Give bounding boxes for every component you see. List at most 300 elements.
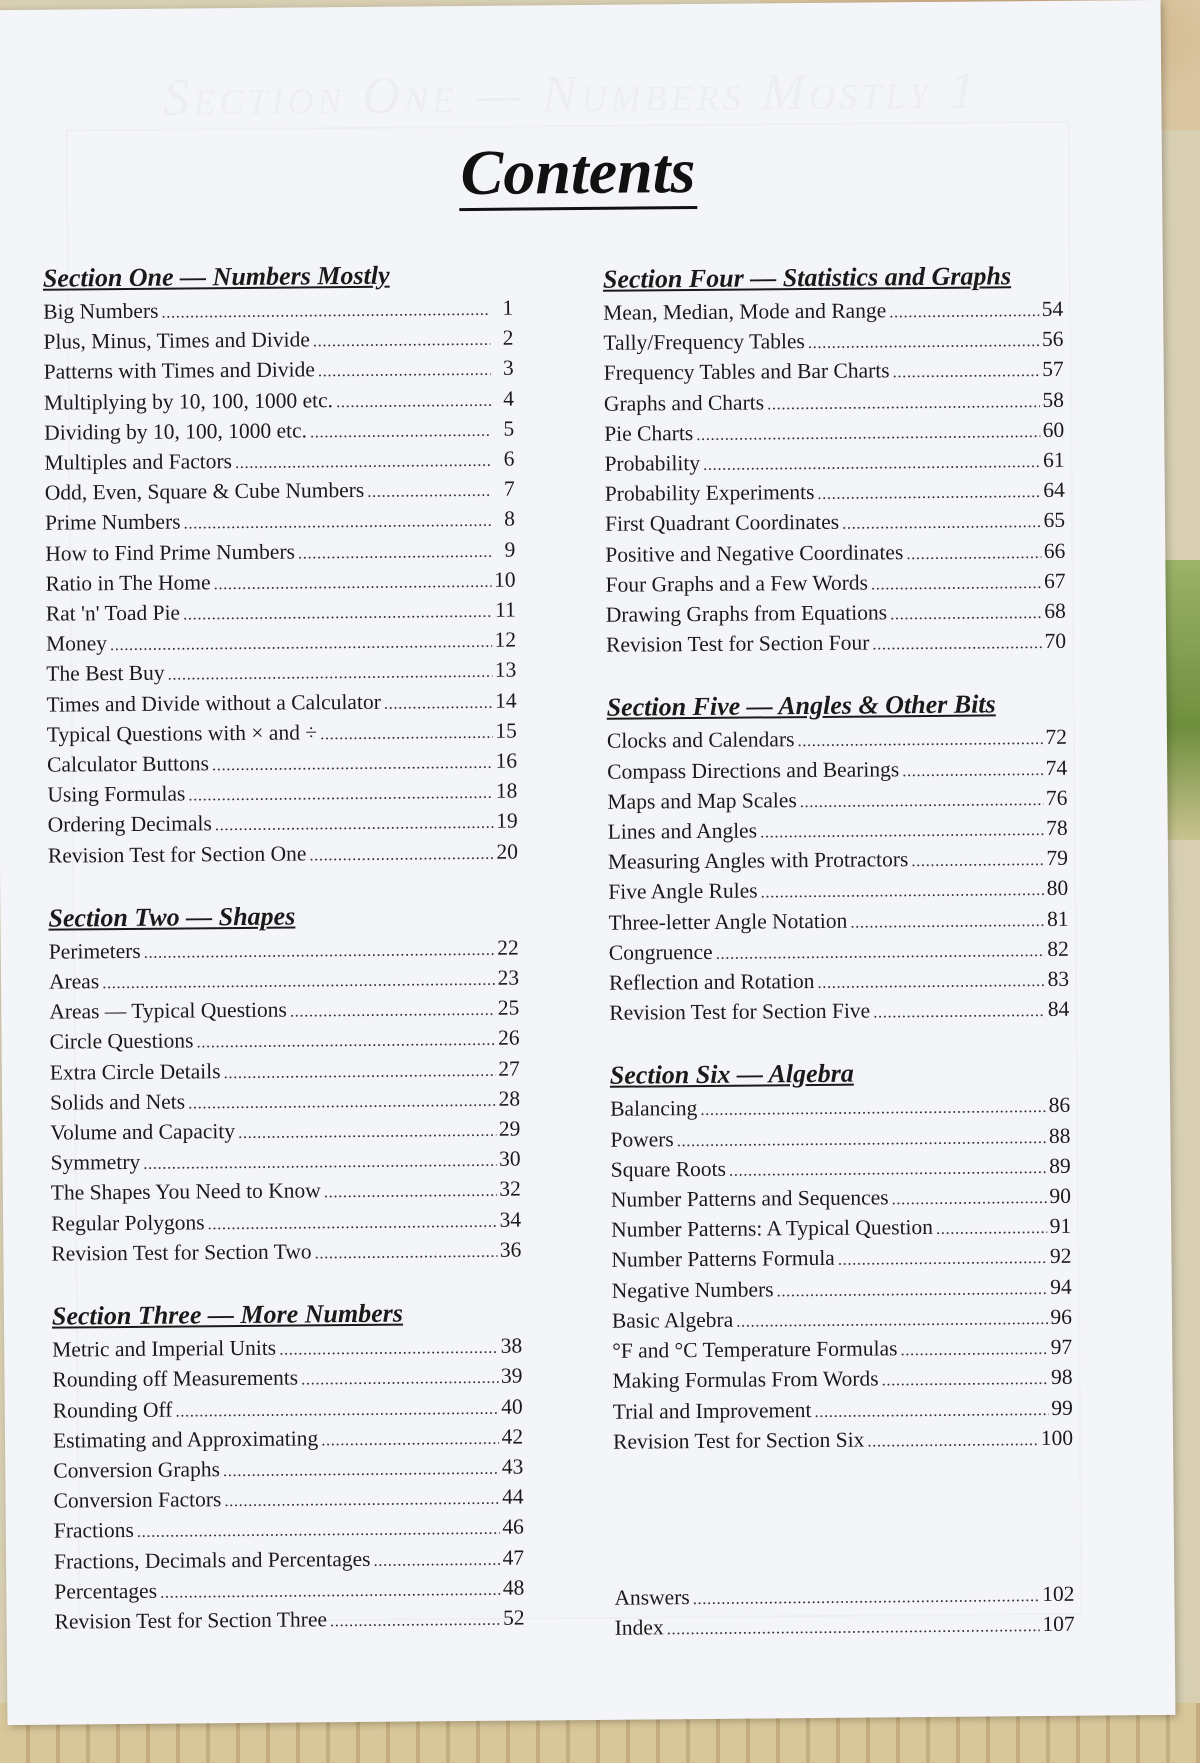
dot-leader [160, 1573, 500, 1606]
toc-entry [51, 1235, 521, 1269]
entry-page-number: 2 [502, 325, 514, 350]
dot-leader [881, 1363, 1048, 1395]
toc-entry [613, 1423, 1073, 1457]
entry-page-number: 81 [1046, 906, 1069, 931]
entry-page-number: 57 [1042, 357, 1064, 382]
dot-leader [223, 1054, 495, 1087]
entry-title: Typical Questions with × and ÷ [46, 720, 318, 747]
entry-page-number: 99 [1051, 1395, 1073, 1420]
entry-title: Number Patterns and Sequences [610, 1185, 889, 1212]
entry-page-number: 88 [1048, 1123, 1071, 1148]
entry-title: Using Formulas [47, 781, 186, 807]
dot-leader [298, 535, 493, 567]
toc-entry [604, 385, 1064, 419]
entry-page-number: 76 [1045, 785, 1068, 810]
entry-page-number: 11 [494, 597, 516, 622]
entry-title: Drawing Graphs from Equations [605, 600, 888, 627]
dot-leader [871, 567, 1041, 599]
entry-list [52, 1332, 525, 1638]
toc-entry [613, 1393, 1073, 1427]
toc-entry [615, 1610, 1075, 1644]
entry-title: Big Numbers [43, 298, 159, 324]
entry-page-number: 90 [1049, 1183, 1072, 1209]
dot-leader [309, 837, 493, 869]
entry-title: Pie Charts [604, 420, 694, 446]
dot-leader [850, 905, 1044, 937]
entry-title: Rounding off Measurements [52, 1365, 299, 1392]
dot-leader [760, 814, 1043, 847]
entry-title: Compass Directions and Bearings [607, 756, 900, 784]
entry-title: °F and °C Temperature Formulas [612, 1336, 898, 1363]
entry-title: Circle Questions [49, 1028, 194, 1055]
entry-page-number: 60 [1042, 417, 1065, 442]
toc-entry [608, 844, 1068, 878]
entry-title: Balancing [610, 1096, 698, 1122]
entry-page-number: 26 [497, 1026, 520, 1051]
dot-leader [196, 1024, 495, 1057]
dot-leader [175, 1392, 498, 1425]
contents-left-column [43, 258, 525, 1668]
entry-title: Revision Test for Section Five [609, 998, 871, 1026]
entry-page-number: 18 [495, 778, 518, 804]
entry-page-number: 48 [502, 1575, 525, 1600]
dot-leader [167, 656, 492, 689]
dot-leader [320, 717, 493, 749]
entry-page-number: 67 [1043, 568, 1066, 593]
entry-page-number: 46 [502, 1514, 524, 1540]
entry-title: Measuring Angles with Protractors [607, 847, 909, 875]
section-heading: Section Five — Angles & Other Bits [606, 689, 996, 723]
entry-list [614, 1580, 1075, 1644]
toc-entry [54, 1543, 524, 1577]
toc-entry [48, 807, 518, 841]
dot-leader [279, 1332, 498, 1364]
dot-leader [367, 475, 492, 506]
entry-page-number: 86 [1048, 1093, 1071, 1118]
dot-leader [891, 1182, 1046, 1214]
dot-leader [814, 1393, 1048, 1425]
entry-page-number: 54 [1041, 296, 1064, 321]
entry-page-number: 36 [499, 1237, 522, 1262]
entry-page-number: 14 [494, 688, 517, 713]
entry-page-number: 29 [498, 1116, 521, 1141]
entry-list [603, 295, 1066, 661]
dot-leader [838, 1242, 1047, 1274]
entry-page-number: 74 [1045, 755, 1068, 780]
entry-title: Graphs and Charts [603, 390, 765, 416]
toc-entry [611, 1182, 1071, 1216]
entry-page-number: 43 [501, 1454, 524, 1479]
entry-title: Revision Test for Section Six [612, 1427, 865, 1454]
dot-leader [183, 505, 492, 538]
dot-leader [776, 1273, 1047, 1306]
entry-title: Lines and Angles [607, 818, 758, 844]
entry-page-number: 22 [497, 935, 519, 960]
dot-leader [212, 747, 493, 780]
toc-entry [49, 933, 519, 967]
entry-title: Prime Numbers [44, 509, 181, 536]
entry-page-number: 80 [1046, 876, 1069, 901]
toc-entry [605, 567, 1065, 601]
entry-title: Dividing by 10, 100, 1000 etc. [44, 418, 308, 445]
entry-title: Square Roots [610, 1156, 727, 1182]
entry-title: Making Formulas From Words [612, 1366, 879, 1394]
entry-page-number: 1 [502, 295, 514, 320]
show-through-header: Section One — Numbers Mostly 1 [163, 62, 980, 127]
entry-title: Trial and Improvement [612, 1397, 812, 1424]
contents-right-column [603, 259, 1075, 1674]
dot-leader [736, 1303, 1048, 1336]
entry-page-number: 19 [496, 809, 518, 834]
entry-page-number: 61 [1042, 447, 1065, 472]
entry-page-number: 102 [1042, 1581, 1075, 1606]
entry-title: Areas — Typical Questions [49, 997, 287, 1024]
entry-title: Solids and Nets [49, 1089, 186, 1115]
entry-page-number: 42 [501, 1424, 524, 1449]
entry-page-number: 27 [498, 1056, 520, 1081]
toc-entry [608, 874, 1068, 908]
section-heading: Section One — Numbers Mostly [42, 260, 390, 293]
page-title [0, 130, 1162, 214]
toc-entry [604, 446, 1064, 480]
toc-entry [608, 814, 1068, 848]
entry-list [607, 723, 1070, 1029]
toc-entry [605, 476, 1065, 510]
dot-leader [144, 934, 495, 967]
dot-leader [890, 597, 1042, 629]
toc-entry [50, 1084, 520, 1118]
toc-entry [609, 995, 1069, 1029]
entry-title: Revision Test for Section Three [54, 1607, 328, 1634]
toc-entry [609, 935, 1069, 969]
toc-entry [52, 1362, 522, 1396]
entry-page-number: 83 [1047, 966, 1070, 992]
toc-entry [46, 656, 516, 690]
entry-title: Tally/Frequency Tables [603, 329, 805, 356]
toc-entry [612, 1363, 1072, 1397]
entry-title: Fractions, Decimals and Percentages [53, 1546, 371, 1574]
entry-title: Rounding Off [52, 1397, 173, 1423]
section-heading: Section Four — Statistics and Graphs [602, 261, 1012, 294]
dot-leader [310, 415, 491, 447]
dot-leader [143, 1145, 496, 1178]
entry-title: Conversion Factors [53, 1487, 222, 1513]
entry-page-number: 98 [1050, 1365, 1073, 1390]
toc-entry [606, 627, 1066, 661]
toc-entry [46, 626, 516, 660]
dot-leader [324, 1175, 497, 1207]
toc-entry [609, 965, 1069, 999]
toc-entry [46, 596, 516, 630]
entry-title: Positive and Negative Coordinates [605, 539, 904, 567]
entry-title: Volume and Capacity [50, 1119, 236, 1145]
toc-entry [51, 1175, 521, 1209]
entry-page-number: 78 [1046, 815, 1068, 841]
entry-title: Ordering Decimals [47, 811, 212, 838]
entry-page-number: 44 [501, 1484, 524, 1509]
toc-entry [44, 384, 514, 418]
toc-entry [54, 1513, 524, 1547]
dot-leader [808, 325, 1039, 357]
entry-title: Frequency Tables and Bar Charts [603, 358, 890, 386]
dot-leader [161, 294, 490, 327]
toc-entry [43, 324, 513, 358]
toc-entry [607, 753, 1067, 787]
entry-page-number: 100 [1040, 1425, 1074, 1450]
dot-leader [817, 476, 1040, 508]
entry-page-number: 10 [493, 567, 516, 592]
toc-entry [47, 716, 517, 750]
dot-leader [906, 537, 1041, 568]
dot-leader [336, 384, 491, 416]
entry-page-number: 7 [503, 476, 515, 501]
section-four [603, 259, 1066, 661]
toc-entry [45, 475, 515, 509]
entry-title: Index [614, 1615, 664, 1640]
entry-title: Plus, Minus, Times and Divide [43, 327, 310, 354]
entry-page-number: 23 [497, 965, 520, 990]
dot-leader [693, 1580, 1040, 1613]
toc-entry [49, 994, 519, 1028]
toc-entry [612, 1272, 1072, 1306]
dot-leader [137, 1513, 500, 1546]
toc-entry [44, 354, 514, 388]
section-five [607, 687, 1070, 1029]
entry-title: Powers [610, 1126, 674, 1152]
toc-entry [53, 1483, 523, 1517]
toc-entry [47, 777, 517, 811]
entry-title: Congruence [608, 939, 713, 965]
toc-entry [605, 506, 1065, 540]
section-two [48, 897, 521, 1269]
entry-title: Estimating and Approximating [52, 1426, 319, 1453]
entry-title: Ratio in The Home [45, 570, 211, 596]
page-title-text: Contents [458, 135, 697, 211]
toc-entry [608, 904, 1068, 938]
dot-leader [314, 1236, 497, 1268]
entry-page-number: 72 [1045, 725, 1068, 750]
entry-title: Extra Circle Details [49, 1058, 221, 1085]
entry-page-number: 20 [496, 839, 519, 864]
entry-title: Four Graphs and a Few Words [605, 570, 869, 597]
entry-title: Probability Experiments [604, 480, 815, 507]
entry-page-number: 94 [1050, 1274, 1072, 1299]
dot-leader [911, 844, 1043, 875]
entry-title: Negative Numbers [611, 1277, 774, 1303]
toc-entry [612, 1303, 1072, 1337]
entry-title: Basic Algebra [611, 1307, 734, 1333]
dot-leader [102, 964, 495, 998]
entry-page-number: 82 [1047, 936, 1069, 961]
entry-title: Three-letter Angle Notation [608, 908, 848, 935]
entry-title: Rat 'n' Toad Pie [45, 600, 181, 626]
dot-leader [703, 446, 1040, 479]
toc-entry [54, 1603, 524, 1637]
dot-leader [767, 386, 1040, 419]
entry-page-number: 3 [502, 356, 514, 381]
entry-page-number: 64 [1043, 478, 1065, 503]
dot-leader [238, 1115, 496, 1147]
toc-entry [54, 1573, 524, 1607]
entry-page-number: 32 [499, 1177, 521, 1202]
entry-page-number: 13 [494, 658, 517, 683]
dot-leader [873, 995, 1045, 1027]
entry-title: Mean, Median, Mode and Range [603, 298, 887, 325]
dot-leader [700, 1091, 1046, 1124]
toc-entry [610, 1091, 1070, 1125]
section-three [52, 1296, 525, 1638]
entry-page-number: 6 [503, 446, 515, 471]
entry-title: Multiplying by 10, 100, 1000 etc. [43, 387, 334, 415]
dot-leader [872, 627, 1042, 659]
entry-title: Multiples and Factors [44, 449, 233, 475]
toc-entry [45, 565, 515, 599]
dot-leader [902, 754, 1043, 785]
section-heading: Section Six — Algebra [609, 1059, 854, 1091]
toc-entry [604, 416, 1064, 450]
entry-title: Revision Test for Section Four [605, 630, 870, 658]
dot-leader [188, 1085, 496, 1118]
entry-list [49, 933, 522, 1269]
entry-page-number: 56 [1041, 326, 1064, 352]
toc-entry [50, 1054, 520, 1088]
dot-leader [235, 445, 492, 477]
entry-page-number: 66 [1043, 538, 1066, 563]
section-heading: Section Two — Shapes [48, 901, 296, 933]
entry-page-number: 52 [502, 1605, 525, 1630]
dot-leader [892, 355, 1039, 386]
toc-entry [606, 597, 1066, 631]
toc-entry [49, 964, 519, 998]
section-six [610, 1055, 1073, 1457]
dot-leader [900, 1333, 1048, 1364]
dot-leader [667, 1610, 1040, 1643]
toc-entry [52, 1332, 522, 1366]
dot-leader [716, 935, 1045, 968]
entry-page-number: 91 [1049, 1214, 1072, 1239]
dot-leader [867, 1424, 1038, 1456]
toc-entry [607, 784, 1067, 818]
section-one [43, 258, 518, 872]
entry-page-number: 30 [498, 1146, 521, 1172]
dot-leader [760, 874, 1043, 907]
toc-entry [611, 1212, 1071, 1246]
entry-page-number: 70 [1044, 629, 1067, 654]
entry-page-number: 47 [502, 1545, 525, 1570]
toc-entry [605, 536, 1065, 570]
dot-leader [318, 354, 491, 386]
dot-leader [677, 1122, 1046, 1155]
entry-page-number: 9 [504, 537, 516, 562]
dot-leader [321, 1422, 499, 1454]
entry-page-number: 92 [1049, 1244, 1072, 1269]
entry-title: Conversion Graphs [53, 1457, 220, 1483]
spacer [613, 1484, 1074, 1584]
entry-page-number: 65 [1043, 508, 1066, 533]
dot-leader [301, 1362, 498, 1394]
entry-title: Maps and Map Scales [607, 787, 797, 814]
entry-title: Patterns with Times and Divide [43, 357, 315, 385]
toc-entry [611, 1242, 1071, 1276]
entry-page-number: 58 [1042, 387, 1065, 412]
entry-title: Probability [604, 450, 701, 476]
entry-page-number: 107 [1042, 1611, 1075, 1637]
dot-leader [842, 506, 1041, 538]
dot-leader [290, 994, 495, 1026]
toc-entry [45, 535, 515, 569]
entry-title: Revision Test for Section Two [51, 1239, 312, 1266]
entry-title: Symmetry [50, 1150, 141, 1175]
toc-entry [43, 294, 513, 328]
entry-page-number: 15 [495, 718, 517, 743]
dot-leader [215, 807, 494, 840]
toc-entry [604, 355, 1064, 389]
entry-page-number: 28 [498, 1086, 521, 1111]
entry-title: Fractions [53, 1518, 134, 1543]
entry-page-number: 39 [500, 1363, 523, 1389]
entry-page-number: 5 [503, 416, 515, 441]
entry-title: Number Patterns: A Typical Question [611, 1215, 934, 1243]
toc-entry [607, 723, 1067, 757]
toc-entry [53, 1392, 523, 1426]
dot-leader [817, 965, 1044, 997]
entry-title: The Shapes You Need to Know [50, 1178, 321, 1206]
section-heading: Section Three — More Numbers [51, 1298, 404, 1331]
entry-title: Regular Polygons [51, 1210, 205, 1236]
entry-page-number: 89 [1049, 1153, 1071, 1178]
toc-entry [614, 1580, 1074, 1614]
entry-title: Clocks and Calendars [606, 727, 795, 754]
dot-leader [207, 1205, 496, 1238]
entry-title: Times and Divide without a Calculator [46, 689, 381, 717]
dot-leader [729, 1152, 1046, 1185]
dot-leader [936, 1212, 1047, 1243]
dot-leader [110, 626, 492, 660]
toc-entry [50, 1115, 520, 1149]
dot-leader [223, 1453, 499, 1486]
dot-leader [224, 1483, 499, 1516]
entry-page-number: 40 [501, 1394, 523, 1419]
dot-leader [330, 1604, 500, 1636]
entry-page-number: 38 [500, 1333, 523, 1358]
entry-page-number: 8 [504, 507, 516, 532]
toc-entry [44, 414, 514, 448]
entry-list [610, 1091, 1073, 1457]
toc-entry [603, 325, 1063, 359]
entry-page-number: 4 [503, 386, 515, 411]
dot-leader [889, 295, 1039, 327]
dot-leader [188, 777, 493, 810]
entry-list [43, 294, 518, 872]
dot-leader [313, 324, 491, 356]
dot-leader [183, 596, 492, 629]
entry-page-number: 84 [1047, 997, 1070, 1022]
entry-page-number: 97 [1050, 1334, 1073, 1360]
toc-entry [53, 1422, 523, 1456]
entry-title: The Best Buy [46, 661, 165, 687]
entry-title: Odd, Even, Square & Cube Numbers [44, 478, 365, 505]
entry-title: Metric and Imperial Units [52, 1335, 277, 1362]
toc-entry [48, 837, 518, 871]
entry-title: Five Angle Rules [608, 878, 758, 905]
toc-entry [611, 1152, 1071, 1186]
entry-title: Money [45, 631, 108, 656]
entry-page-number: 79 [1046, 846, 1069, 871]
toc-entry [612, 1333, 1072, 1367]
toc-entry [46, 686, 516, 720]
toc-entry [610, 1121, 1070, 1155]
entry-page-number: 12 [494, 627, 517, 653]
